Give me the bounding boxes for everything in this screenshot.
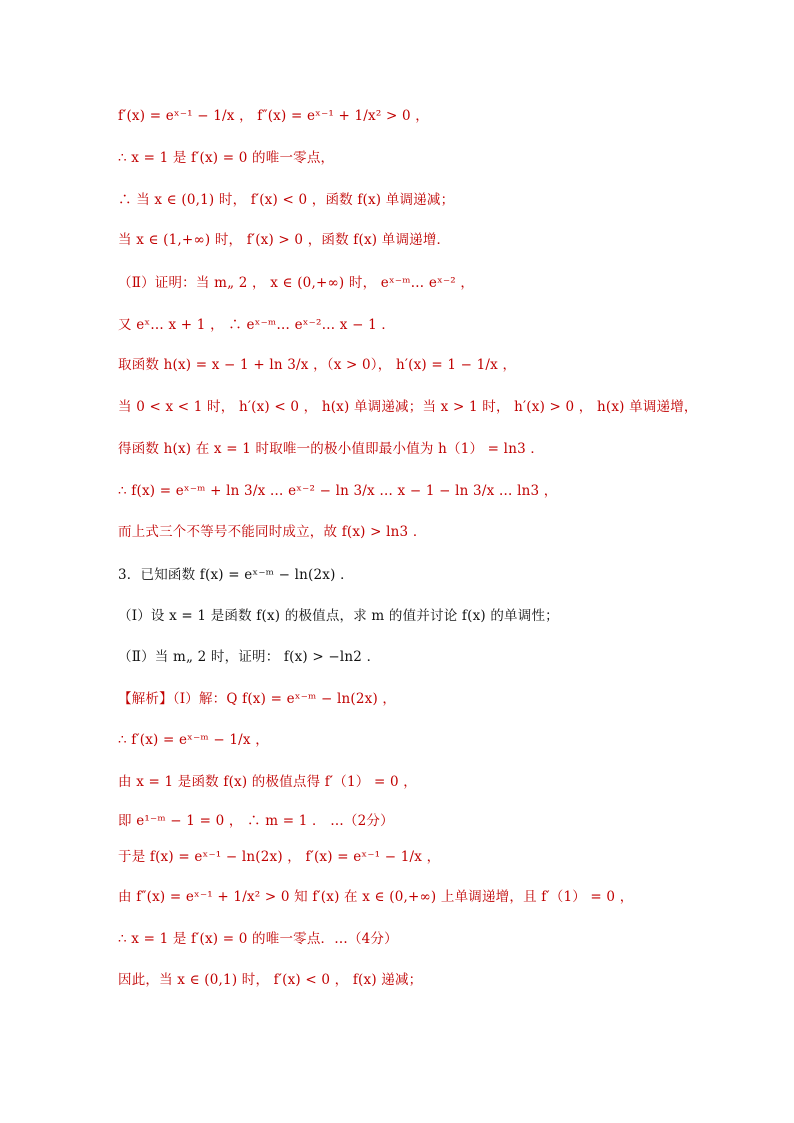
text-line: 即 e¹⁻ᵐ − 1 = 0 ， ∴ m = 1 ． …（2分）	[118, 813, 394, 829]
text-line: 由 f″(x) = eˣ⁻¹ + 1/x² > 0 知 f′(x) 在 x ∈ (0,+∞) 上单调递增，且 f′（1） = 0 ，	[118, 889, 634, 905]
text-line: （Ⅱ）当 m„ 2 时，证明： f(x) > −ln2 ．	[118, 649, 381, 665]
text-line: 于是 f(x) = eˣ⁻¹ − ln(2x) ， f′(x) = eˣ⁻¹ − 1/x ，	[118, 849, 441, 865]
question-heading: 3．已知函数 f(x) = eˣ⁻ᵐ − ln(2x) ．	[118, 567, 354, 583]
text-line: （Ⅰ）设 x = 1 是函数 f(x) 的极值点，求 m 的值并讨论 f(x) 的单调性；	[118, 608, 559, 624]
text-line: 而上式三个不等号不能同时成立，故 f(x) > ln3 ．	[118, 524, 427, 540]
text-line: （Ⅱ）证明：当 m„ 2 ， x ∈ (0,+∞) 时， eˣ⁻ᵐ… eˣ⁻² ，	[118, 275, 475, 291]
text-line: ∴ x = 1 是 f′(x) = 0 的唯一零点．…（4分）	[118, 931, 398, 947]
text-line: ∴ f′(x) = eˣ⁻ᵐ − 1/x ，	[118, 732, 269, 748]
text-line: 当 x ∈ (1,+∞) 时， f′(x) > 0 ，函数 f(x) 单调递增．	[118, 232, 451, 248]
text-line: 由 x = 1 是函数 f(x) 的极值点得 f′（1） = 0 ，	[118, 774, 417, 790]
text-line: ∴ f(x) = eˣ⁻ᵐ + ln 3/x … eˣ⁻² − ln 3/x … x − 1 − ln 3/x … ln3 ，	[118, 483, 558, 499]
text-line: ∴ x = 1 是 f′(x) = 0 的唯一零点，	[118, 150, 335, 166]
solution-heading: 【解析】（Ⅰ）解：Q f(x) = eˣ⁻ᵐ − ln(2x) ，	[118, 691, 397, 707]
text-line: 取函数 h(x) = x − 1 + ln 3/x ，（x > 0）， h′(x) = 1 − 1/x ，	[118, 357, 517, 373]
text-line: ∴ 当 x ∈ (0,1) 时， f′(x) < 0 ，函数 f(x) 单调递减；	[118, 192, 455, 208]
text-line: 又 eˣ… x + 1 ， ∴ eˣ⁻ᵐ… eˣ⁻²… x − 1 ．	[118, 317, 396, 333]
text-line: 当 0 < x < 1 时， h′(x) < 0 ， h(x) 单调递减；当 x > 1 时， h′(x) > 0 ， h(x) 单调递增，	[118, 399, 698, 415]
text-line: f′(x) = eˣ⁻¹ − 1/x ， f″(x) = eˣ⁻¹ + 1/x² > 0 ，	[118, 108, 429, 124]
text-line: 得函数 h(x) 在 x = 1 时取唯一的极小值即最小值为 h（1） = ln3 ．	[118, 441, 545, 457]
text-line: 因此，当 x ∈ (0,1) 时， f′(x) < 0 ， f(x) 递减；	[118, 972, 423, 988]
